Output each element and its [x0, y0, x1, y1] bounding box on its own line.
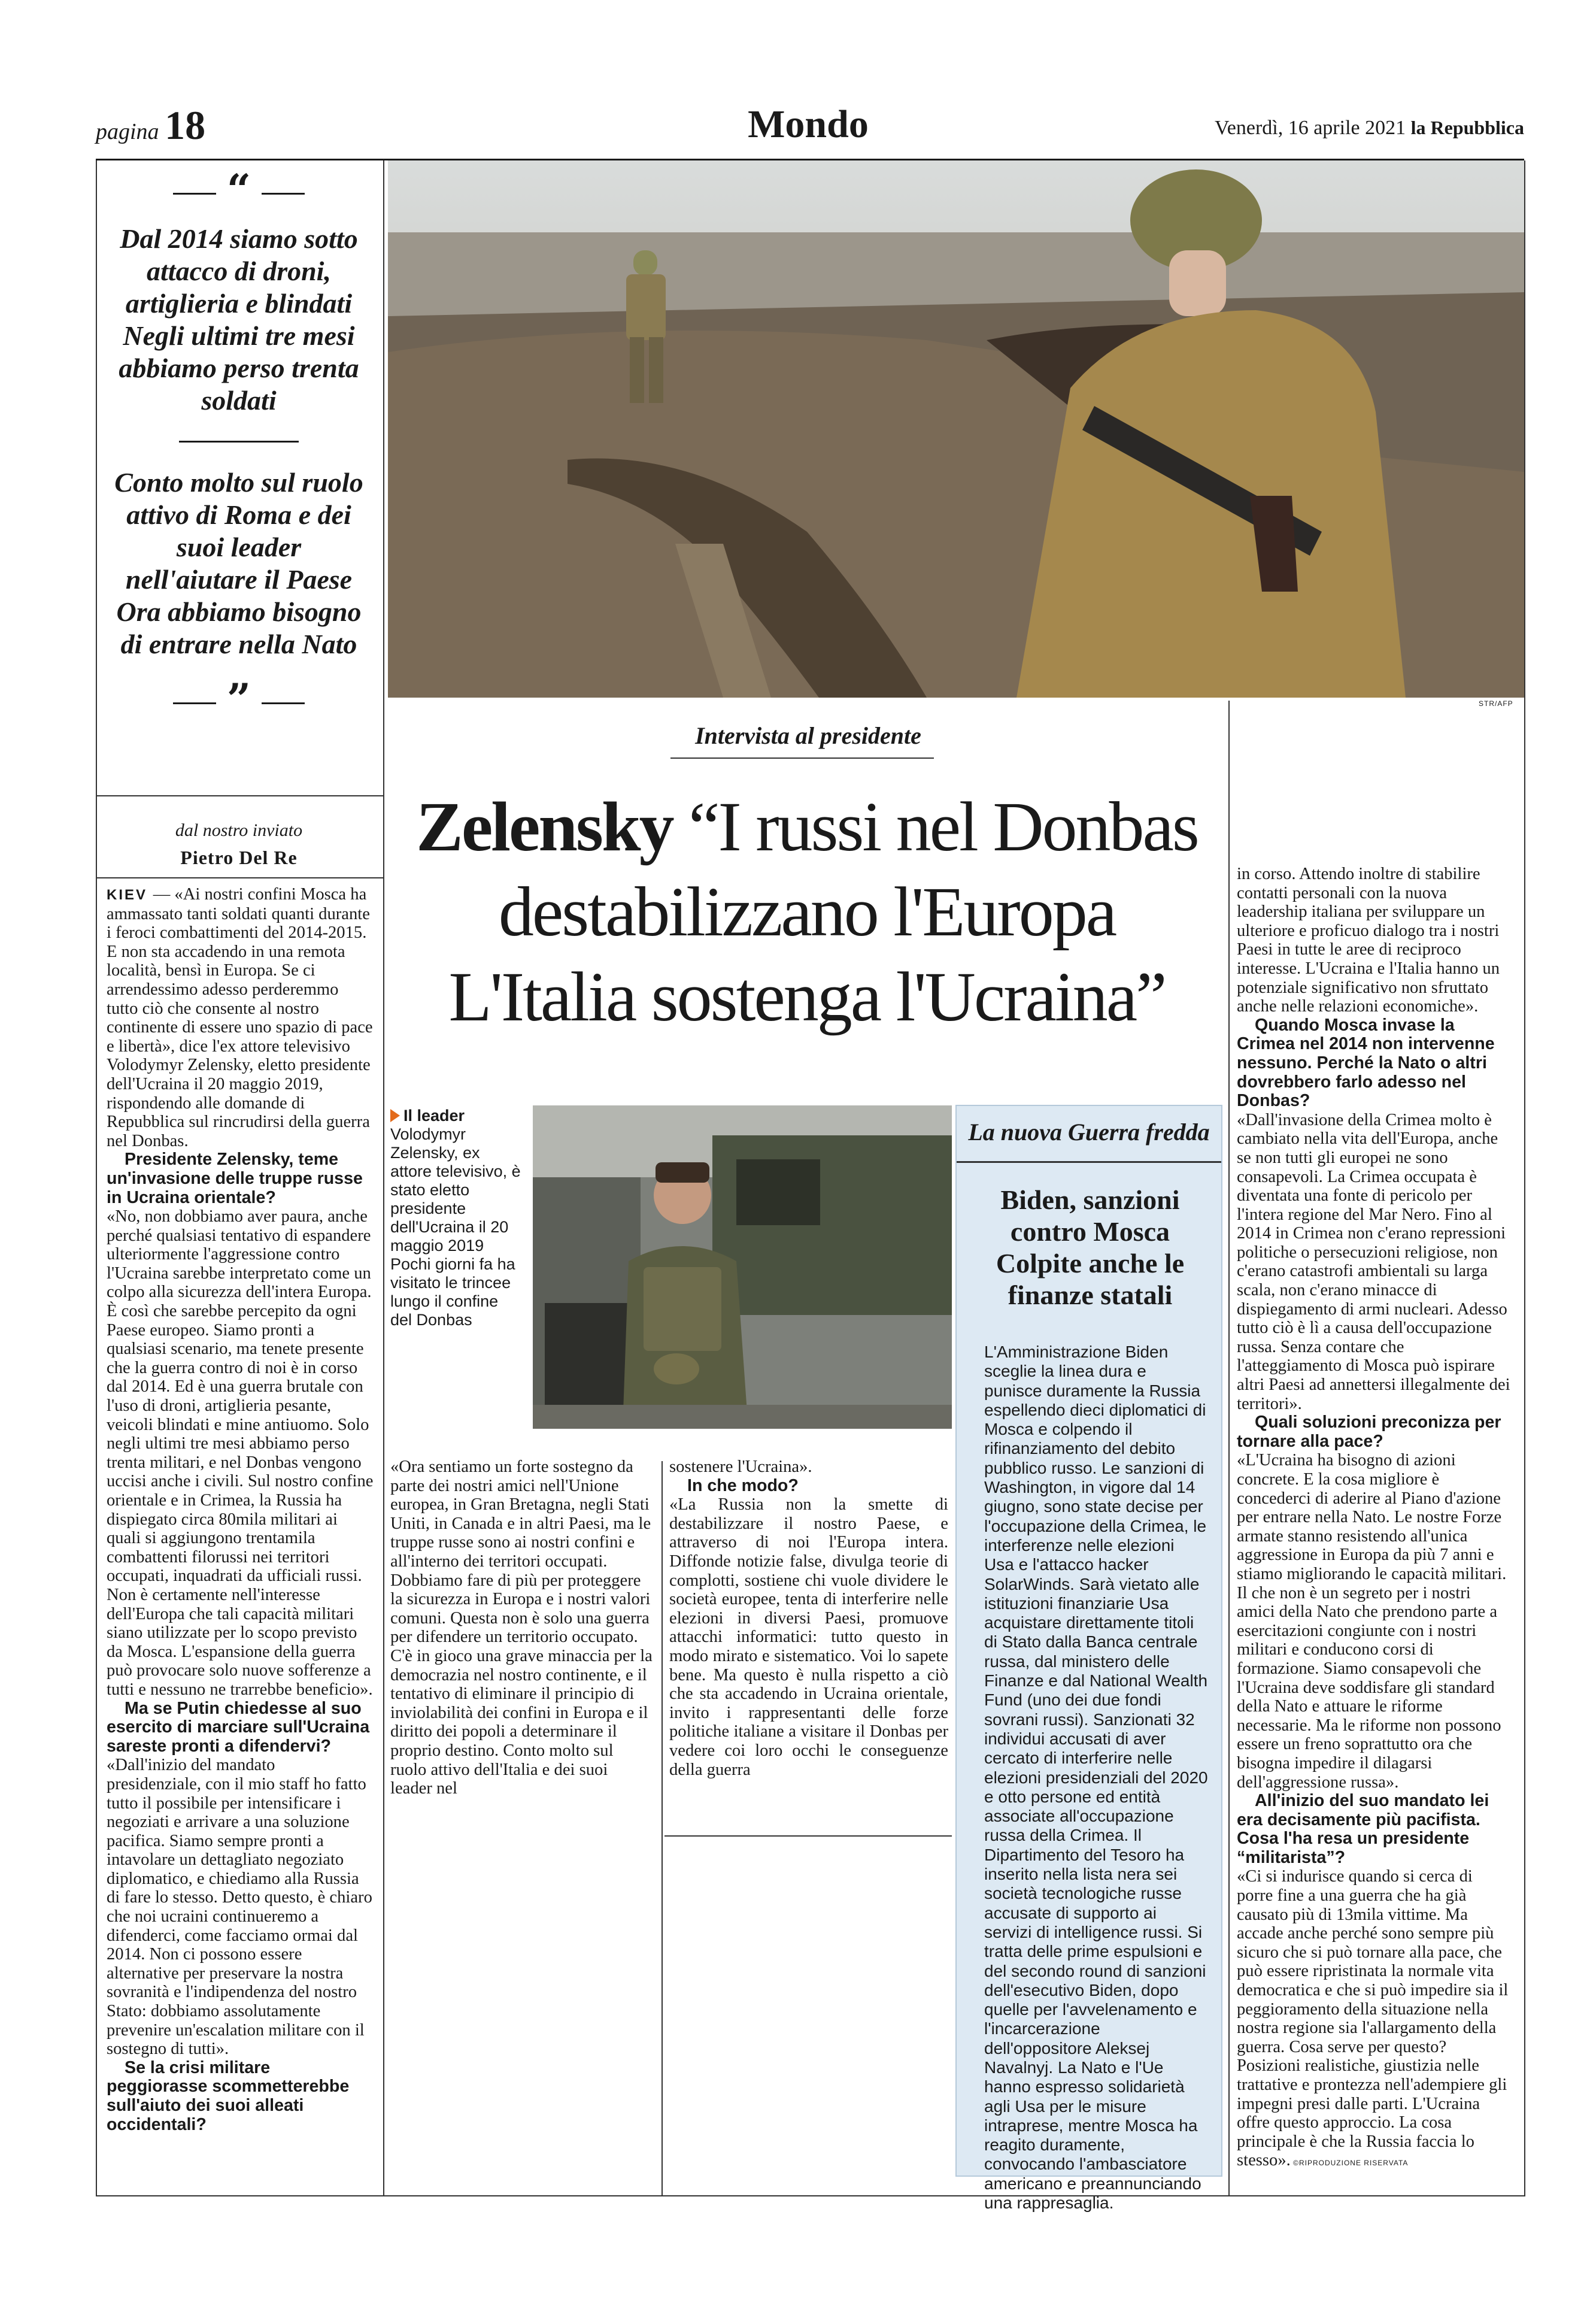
interview-question — [1237, 1792, 1512, 1867]
column-3-bottom-rule — [664, 1835, 952, 1837]
article-paragraph — [1237, 1867, 1512, 2173]
right-border — [1524, 160, 1525, 2196]
interview-question — [1237, 1016, 1512, 1111]
sidebar-body: L'Amministrazione Biden sceglie la linea dura e punisce duramente la Russia espellendo dieci diplomatici di Mosca e colpendo il rifinanziamento del debito pubblico russo. Le sanzioni di Washington, in vigore dal 14 giugno, sono state decise per l'occupazione della Crimea, le interferenze nelle elezioni Usa e l'attacco hacker SolarWinds. Sarà vietato alle istituzioni finanziarie Usa acquistare direttamente titoli di Stato dalla Banca centrale russa, dal ministero delle Finanze e dal National Wealth Fund (uno dei due fondi sovrani russi). Sanzionati 32 individui accusati di aver cercato di interferire nelle elezioni presidenziali del 2020 e otto persone ed entità associate all'occupazione russa della Crimea. Il Dipartimento del Tesoro ha inserito nella lista nera sei società tecnologiche russe accusate di supporto ai servizi di intelligence russi. Si tratta delle prime espulsioni e del secondo round di sanzioni dell'esecutivo Biden, dopo quelle per l'avvelenamento e l'incarcerazione dell'oppositore Aleksej Navalnyj. La Nato e l'Ue hanno espresso solidarietà agli Usa per le misure intraprese, mentre Mosca ha reagito duramente, convocando l'ambasciatore americano e preannunciando una rappresaglia. — [984, 1343, 1208, 2213]
date-text: Venerdì, 16 aprile 2021 — [1214, 117, 1406, 139]
headline-line-3: L'Italia sostenga l'Ucraina” — [448, 958, 1166, 1036]
paragraph-text: sostenere l'Ucraina». — [669, 1458, 812, 1476]
kicker-rule — [670, 758, 934, 759]
paragraph-text: «Dall'invasione della Crimea molto è cambiato nella vita dell'Europa, anche se non tutti gli europei ne sono consapevoli. La Crimea occupata è diventata una fonte di pericolo per l'intera regione del Mar Nero. Fino al 2014 in Crimea non c'erano repressioni politiche o persecuzioni religiose, non c'erano catastrofi ambientali su larga scala, non c'erano minacce di dispiegamento di armi nucleari. Adesso tutto ciò è lì a causa dell'occupazione russa. Senza contare che l'atteggiamento di Mosca può ispirare altri Paesi ad annettersi illegalmente dei territori». — [1237, 1110, 1510, 1413]
paragraph-text: «Ora sentiamo un forte sostegno da parte dei nostri amici nell'Unione europea, in Gran Bretagna, negli Stati Uniti, in Canada e in altri Paesi, ma le truppe russe sono ai nostri confini e all'interno dei territori occupati. Dobbiamo fare di più per proteggere la sicurezza in Europa e i nostri valori comuni. Questa non è solo una guerra per difendere un territorio occupato. C'è in gioco una grave minaccia per la democrazia nel nostro continente, e il tentativo di eliminare il principio di inviolabilità dei confini in Europa e il diritto dei popoli a determinare il proprio destino. Conto molto sul ruolo attivo dell'Italia e dei suoi leader nel — [390, 1458, 653, 1798]
page-number-value: 18 — [165, 102, 206, 148]
brand-logo: la Repubblica — [1410, 117, 1524, 138]
byline-rule — [96, 877, 383, 878]
headline-name: Zelensky — [416, 787, 673, 866]
byline-author: Pietro Del Re — [180, 847, 298, 868]
article-paragraph — [107, 1207, 374, 1699]
soldiers-trench-image — [388, 160, 1524, 698]
paragraph-text: In che modo? — [687, 1475, 799, 1495]
interview-question — [107, 1699, 374, 1756]
zelensky-photo — [533, 1105, 952, 1429]
article-headline — [388, 784, 1226, 1040]
byline-role: dal nostro inviato — [175, 820, 303, 840]
column-divider-2 — [661, 1461, 663, 2195]
article-paragraph — [107, 1756, 374, 2059]
photo-credit: STR/AFP — [1479, 699, 1513, 708]
triangle-icon — [390, 1109, 400, 1122]
soldiers-trench-photo — [388, 160, 1524, 698]
paragraph-text: Quando Mosca invase la Crimea nel 2014 non intervenne nessuno. Perché la Nato o altri dovrebbero farlo adesso nel Donbas? — [1237, 1015, 1495, 1111]
caption-text: Volodymyr Zelensky, ex attore televisivo, è stato eletto presidente dell'Ucraina il 20 maggio 2019 Pochi giorni fa ha visitato le trincee lungo il confine del Donbas — [390, 1125, 521, 1329]
paragraph-text: All'inizio del suo mandato lei era decisamente più pacifista. Cosa l'ha resa un presidente “militarista”? — [1237, 1791, 1489, 1867]
article-column-1 — [107, 885, 374, 2134]
paragraph-text: Quali soluzioni preconizza per tornare alla pace? — [1237, 1413, 1501, 1451]
bottom-border — [96, 2195, 1525, 2196]
headline-line-2: destabilizzano l'Europa — [498, 872, 1116, 951]
pull-quote-1: Dal 2014 siamo sotto attacco di droni, artiglieria e blindati Negli ultimi tre mesi abbiamo perso trenta soldati — [119, 223, 359, 416]
interview-question — [669, 1477, 948, 1496]
photo-caption — [390, 1107, 522, 1329]
caption-label: Il leader — [403, 1107, 465, 1125]
interview-question — [107, 2059, 374, 2134]
article-paragraph — [107, 885, 374, 1150]
quote-box-rule — [96, 795, 383, 796]
interview-question — [1237, 1413, 1512, 1451]
article-paragraph — [669, 1458, 948, 1477]
paragraph-text: «No, non dobbiamo aver paura, anche perché qualsiasi tentativo di espandere ulteriormente l'aggressione contro l'Ucraina sarebbe interpretato come un colpo alla sicurezza dell'intera Europa. È così che sarebbe percepito da ogni Paese europeo. Siamo pronti a qualsiasi scenario, ma tenete presente che la guerra contro di noi è in corso dal 2014. Ed è una guerra brutale con l'uso di droni, artiglieria pesante, veicoli blindati e mine antiuomo. Solo negli ultimi tre mesi abbiamo perso trenta militari, e nel Donbas vengono uccisi anche i civili. Sul nostro confine orientale e in Crimea, la Russia ha dispiegato circa 80mila militari ai quali si aggiungono trentamila combattenti filorussi nei territori occupati, inquadrati da ufficiali russi. Non è certamente nell'interesse dell'Europa che tali capacità militari siano utilizzate per lo scopo previsto da Mosca. L'espansione della guerra può provocare solo nuove sofferenze a tutti e nessuno ne trarrebbe beneficio». — [107, 1207, 374, 1699]
article-paragraph — [1237, 865, 1512, 1016]
article-paragraph — [390, 1458, 654, 1798]
article-paragraph — [669, 1495, 948, 1779]
sidebar-title: Biden, sanzioni contro Mosca Colpite anche le finanze statali — [996, 1184, 1185, 1310]
open-quote-icon: “ — [96, 169, 382, 211]
paragraph-text: «Ci si indurisce quando si cerca di porre fine a una guerra che ha già causato più di 13mila vittime. Ma accade anche perché sono sempre più sicuro che si può tornare alla pace, che può essere ripristinata la normale vita democratica e che si può impedire sia il peggioramento della situazione nella nostra regione sia l'allargamento della guerra. Cosa serve per questo? Posizioni realistiche, giustizia nelle trattative e prontezza nell'adempiere gli impegni presi dalle parti. L'Ucraina offre questo approccio. La cosa principale è che la Russia faccia lo stesso». — [1237, 1867, 1509, 2170]
article-column-3 — [669, 1458, 948, 1779]
zelensky-image — [533, 1105, 952, 1429]
article-paragraph — [1237, 1451, 1512, 1792]
article-kicker: Intervista al presidente — [695, 722, 921, 749]
paragraph-text: in corso. Attendo inoltre di stabilire contatti personali con la nuova leadership italiana per sviluppare un ulteriore e proficuo dialogo tra i nostri Paesi in tutte le aree di reciproco interesse. L'Ucraina e l'Italia hanno un potenziale significativo non sfruttato anche nelle relazioni economiche». — [1237, 865, 1500, 1016]
section-title: Mondo — [748, 102, 869, 146]
paragraph-text: «L'Ucraina ha bisogno di azioni concrete. E la cosa migliore è concederci di aderire al Piano d'azione per entrare nella Nato. Le nostre Forze armate stanno resistendo all'unica aggressione in Europa da più 7 anni e stiamo migliorando le capacità militari. Il che non è un segreto per i nostri amici della Nato che prendono parte a esercitazioni congiunte con i nostri militari e conducono corsi di formazione. Siamo consapevoli che l'Ucraina deve soddisfare gli standard della Nato e attuare le riforme necessarie. Ma le riforme non possono essere un freno soprattutto ora che bisogna impedire il dilagarsi dell'aggressione russa». — [1237, 1451, 1507, 1792]
sidebar-rule — [957, 1161, 1221, 1163]
headline-line-1: “I russi nel Donbas — [688, 787, 1198, 866]
paragraph-text: Presidente Zelensky, teme un'invasione delle truppe russe in Ucraina orientale? — [107, 1150, 363, 1207]
pull-quote-2: Conto molto sul ruolo attivo di Roma e dei suoi leader nell'aiutare il Paese Ora abbiamo bisogno di entrare nella Nato — [114, 467, 363, 659]
paragraph-text: Se la crisi militare peggiorasse scommetterebbe sull'aiuto dei suoi alleati occidentali? — [107, 2058, 350, 2134]
interview-question — [107, 1150, 374, 1207]
page-label: pagina — [96, 119, 159, 144]
column-divider-1 — [383, 160, 384, 2196]
close-quote-icon: ” — [96, 678, 382, 720]
sidebar-kicker: La nuova Guerra fredda — [968, 1119, 1210, 1146]
article-column-4 — [1237, 865, 1512, 2173]
article-paragraph — [1237, 1111, 1512, 1414]
paragraph-text: «La Russia non la smette di destabilizzare il nostro Paese, e attraverso di noi l'Europa intera. Diffonde notizie false, divulga teorie di complotti, sostiene chi vuole dividere le società europee, tenta di interferire nelle elezioni in diversi Paesi, promuove attacchi informatici: tutto questo in modo mirato e sistematico. Voi lo sapete bene. Ma questo è nulla rispetto a ciò che sta accadendo in Ucraina orientale, invito i rappresentanti delle forze politiche italiane a visitare il Donbas per vedere coi loro occhi le conseguenze della guerra — [669, 1495, 948, 1779]
pull-quote-box — [96, 160, 382, 795]
sidebar-box — [955, 1105, 1222, 2213]
column-divider-4 — [1228, 701, 1230, 2195]
byline — [96, 820, 382, 869]
quote-separator — [179, 441, 299, 443]
page-number — [96, 102, 205, 149]
paragraph-text: «Dall'inizio del mandato presidenziale, con il mio staff ho fatto tutto il possibile per intensificare i negoziati e arrivare a una soluzione pacifica. Siamo sempre pronti a intavolare un dettagliato negoziato diplomatico, e chiediamo alla Russia di fare lo stesso. Detto questo, è chiaro che noi ucraini continueremo a difenderci, come facciamo ormai dal 2014. Non ci possono essere alternative per preservare la nostra sovranità e l'indipendenza del nostro Stato: dobbiamo assolutamente prevenire un'escalation militare con il sostegno di tutti». — [107, 1756, 372, 2059]
article-column-2 — [390, 1458, 654, 1798]
paragraph-text: — «Ai nostri confini Mosca ha ammassato tanti soldati quanti durante i feroci combattimenti del 2014-2015. E non sta accadendo in una remota località, bensì in Europa. Se ci arrendessimo adesso perderemmo tutto ciò che consente al nostro continente di essere uno spazio di pace e libertà», dice l'ex attore televisivo Volodymyr Zelensky, eletto presidente dell'Ucraina il 20 maggio 2019, rispondendo alle domande di Repubblica sul rincrudirsi della guerra nel Donbas. — [107, 885, 373, 1150]
copyright-notice: ©RIPRODUZIONE RISERVATA — [1290, 2159, 1409, 2168]
dateline: KIEV — [107, 887, 153, 903]
paragraph-text: Ma se Putin chiedesse al suo esercito di marciare sull'Ucraina sareste pronti a difendervi? — [107, 1698, 370, 1756]
issue-date — [1215, 117, 1524, 140]
